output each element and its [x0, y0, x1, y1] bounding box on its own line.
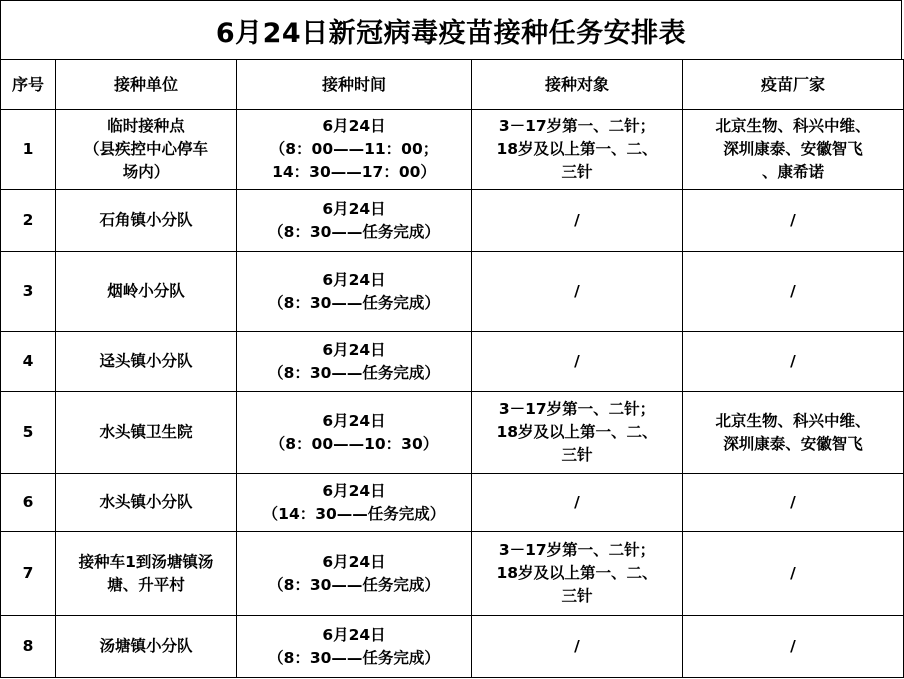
time-line: 6月24日	[322, 117, 386, 135]
header-target: 接种对象	[472, 60, 683, 110]
seq-cell: 6	[1, 474, 56, 532]
unit-cell	[56, 190, 237, 252]
unit-line: 汤塘镇小分队	[99, 637, 193, 655]
time-line: 6月24日	[322, 270, 386, 289]
time-cell	[237, 474, 472, 532]
unit-cell	[56, 532, 237, 616]
time-line: 6月24日	[322, 552, 386, 571]
sheet-title: 6月24日新冠病毒疫苗接种任务安排表	[0, 0, 902, 59]
unit-line: 烟岭小分队	[107, 282, 185, 300]
time-line: （8：30——任务完成）	[268, 222, 440, 241]
target-line: 三针	[561, 163, 593, 181]
target-line: /	[574, 352, 580, 370]
target-line: /	[574, 493, 580, 511]
target-line: /	[574, 637, 580, 655]
target-line: 18岁及以上第一、二、	[496, 564, 658, 582]
maker-line: /	[790, 493, 796, 511]
time-line: （8：30——任务完成）	[268, 363, 440, 382]
table-row	[1, 332, 904, 392]
maker-cell	[683, 616, 904, 678]
unit-line: 迳头镇小分队	[99, 352, 193, 370]
target-line: 3－17岁第一、二针；	[498, 117, 656, 135]
target-cell	[472, 190, 683, 252]
table-row	[1, 616, 904, 678]
target-cell	[472, 616, 683, 678]
maker-line: 深圳康泰、安徽智飞	[723, 140, 863, 158]
time-line: 6月24日	[322, 411, 386, 430]
maker-cell	[683, 392, 904, 474]
unit-line: 水头镇小分队	[99, 493, 193, 511]
maker-cell	[683, 110, 904, 190]
unit-cell	[56, 110, 237, 190]
target-line: 三针	[561, 446, 593, 464]
table-row	[1, 252, 904, 332]
seq-cell: 5	[1, 392, 56, 474]
unit-line: （县疾控中心停车	[83, 140, 208, 158]
table-row	[1, 190, 904, 252]
unit-line: 石角镇小分队	[99, 211, 193, 229]
unit-cell	[56, 332, 237, 392]
header-row	[1, 60, 904, 110]
table-row	[1, 474, 904, 532]
maker-line: 深圳康泰、安徽智飞	[723, 434, 863, 453]
time-line: 6月24日	[322, 481, 386, 500]
unit-cell	[56, 474, 237, 532]
seq-cell: 3	[1, 252, 56, 332]
table-row	[1, 532, 904, 616]
header-seq: 序号	[1, 60, 56, 110]
target-line: 18岁及以上第一、二、	[496, 423, 658, 441]
time-line: （8：00——11：00；	[269, 140, 439, 158]
header-maker: 疫苗厂家	[683, 60, 904, 110]
target-line: /	[574, 211, 580, 229]
target-line: /	[574, 282, 580, 300]
time-line: （8：00——10：30）	[269, 434, 439, 453]
unit-cell	[56, 616, 237, 678]
target-cell	[472, 392, 683, 474]
time-line: （8：30——任务完成）	[268, 648, 440, 667]
table-row	[1, 110, 904, 190]
target-cell	[472, 532, 683, 616]
maker-line: /	[790, 282, 796, 300]
time-cell	[237, 616, 472, 678]
target-cell	[472, 474, 683, 532]
time-line: （14：30——任务完成）	[262, 504, 446, 523]
maker-cell	[683, 532, 904, 616]
seq-cell: 1	[1, 110, 56, 190]
target-cell	[472, 332, 683, 392]
unit-cell	[56, 392, 237, 474]
seq-cell: 7	[1, 532, 56, 616]
time-cell	[237, 190, 472, 252]
time-line: 6月24日	[322, 340, 386, 359]
unit-line: 接种车1到汤塘镇汤	[78, 552, 214, 571]
time-cell	[237, 392, 472, 474]
maker-line: /	[790, 564, 796, 582]
maker-line: 、康希诺	[761, 163, 824, 181]
schedule-table	[0, 59, 904, 678]
header-time: 接种时间	[237, 60, 472, 110]
header-unit: 接种单位	[56, 60, 237, 110]
time-line: 6月24日	[322, 199, 386, 218]
maker-cell	[683, 332, 904, 392]
maker-line: /	[790, 352, 796, 370]
target-line: 3－17岁第一、二针；	[498, 400, 656, 418]
maker-cell	[683, 252, 904, 332]
maker-cell	[683, 190, 904, 252]
time-cell	[237, 110, 472, 190]
time-line: （8：30——任务完成）	[268, 575, 440, 594]
seq-cell: 4	[1, 332, 56, 392]
maker-line: 北京生物、科兴中维、	[715, 411, 871, 430]
unit-line: 水头镇卫生院	[99, 423, 193, 441]
target-line: 三针	[561, 587, 593, 605]
time-line: 6月24日	[322, 625, 386, 644]
time-cell	[237, 532, 472, 616]
unit-line: 临时接种点	[107, 117, 185, 135]
target-line: 18岁及以上第一、二、	[496, 140, 658, 158]
target-cell	[472, 110, 683, 190]
time-cell	[237, 252, 472, 332]
time-line: （8：30——任务完成）	[268, 293, 440, 312]
unit-cell	[56, 252, 237, 332]
maker-cell	[683, 474, 904, 532]
time-line: 14：30——17：00）	[272, 163, 436, 181]
target-line: 3－17岁第一、二针；	[498, 541, 656, 559]
time-cell	[237, 332, 472, 392]
unit-line: 场内）	[122, 163, 170, 181]
seq-cell: 2	[1, 190, 56, 252]
unit-line: 塘、升平村	[107, 575, 185, 594]
table-row	[1, 392, 904, 474]
target-cell	[472, 252, 683, 332]
maker-line: /	[790, 637, 796, 655]
maker-line: 北京生物、科兴中维、	[715, 117, 871, 135]
maker-line: /	[790, 211, 796, 229]
seq-cell: 8	[1, 616, 56, 678]
